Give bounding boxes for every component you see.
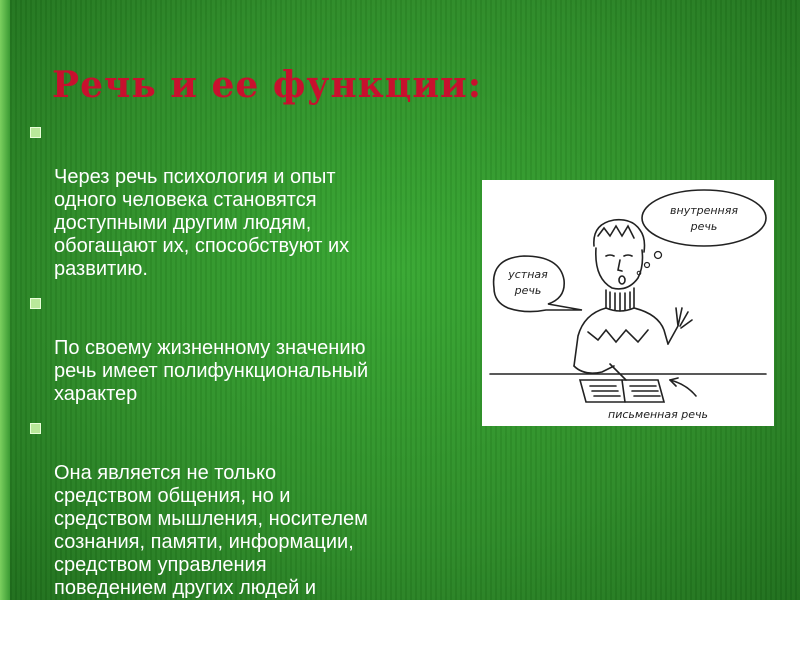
thought-bubble [642, 190, 766, 246]
square-bullet-icon [30, 127, 41, 138]
square-bullet-icon [30, 298, 41, 309]
bullet-item [30, 416, 480, 646]
slide-title: Речь и ее функции: [52, 64, 483, 106]
speech-illustration [482, 180, 774, 426]
bullet-item [30, 120, 480, 281]
oral-speech-label: устная [508, 268, 548, 281]
slide-edge-decoration [0, 0, 10, 600]
thought-dot [645, 263, 650, 268]
bullet-list [30, 120, 480, 656]
inner-speech-label: внутренняя [670, 204, 738, 217]
inner-speech-label: речь [690, 220, 718, 233]
bullet-item [30, 291, 480, 406]
bullet-text: Она является не только средством общения, но и средством мышления, носителем сознания, памяти, информации, средством управления поведением других людей и регуляции собственного поведения человека. [54, 462, 368, 645]
written-speech-label: письменная речь [608, 408, 708, 421]
bullet-text: По своему жизненному значению речь имеет полифункциональный характер [54, 337, 369, 405]
square-bullet-icon [30, 423, 41, 434]
bullet-text: Через речь психология и опыт одного человека становятся доступными другим людям, обогащают их, способствуют их развитию. [54, 166, 350, 280]
speech-illustration-drawing [482, 180, 774, 426]
oral-speech-label: речь [514, 284, 542, 297]
thought-dot [655, 252, 662, 259]
